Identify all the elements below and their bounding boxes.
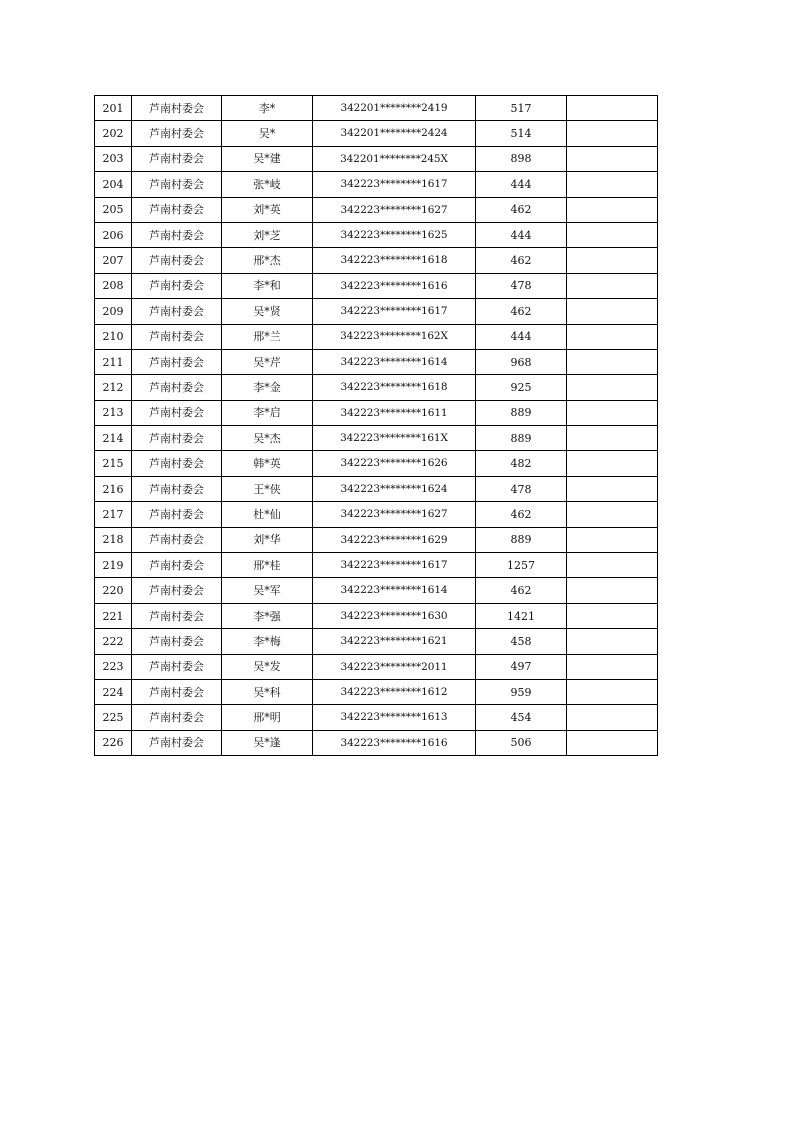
roster-table xyxy=(94,95,658,756)
remark-cell xyxy=(567,654,658,679)
seq-cell: 226 xyxy=(95,730,132,755)
seq-cell: 208 xyxy=(95,273,132,298)
id-number-cell: 342223********1626 xyxy=(313,451,476,476)
id-number-cell: 342223********1613 xyxy=(313,705,476,730)
table-row xyxy=(95,451,658,476)
village-cell: 芦南村委会 xyxy=(132,197,222,222)
id-number-cell: 342223********162X xyxy=(313,324,476,349)
id-number-cell: 342201********2424 xyxy=(313,121,476,146)
village-cell: 芦南村委会 xyxy=(132,476,222,501)
village-cell: 芦南村委会 xyxy=(132,172,222,197)
remark-cell xyxy=(567,679,658,704)
seq-cell: 221 xyxy=(95,603,132,628)
id-number-cell: 342223********1625 xyxy=(313,222,476,247)
name-cell: 吴*杰 xyxy=(222,426,313,451)
seq-cell: 225 xyxy=(95,705,132,730)
id-number-cell: 342223********1616 xyxy=(313,730,476,755)
seq-cell: 211 xyxy=(95,349,132,374)
name-cell: 李*金 xyxy=(222,375,313,400)
name-cell: 邢*兰 xyxy=(222,324,313,349)
remark-cell xyxy=(567,248,658,273)
remark-cell xyxy=(567,121,658,146)
name-cell: 张*岐 xyxy=(222,172,313,197)
id-number-cell: 342223********1616 xyxy=(313,273,476,298)
name-cell: 吴* xyxy=(222,121,313,146)
amount-cell: 497 xyxy=(476,654,567,679)
name-cell: 邢*桂 xyxy=(222,553,313,578)
table-row xyxy=(95,299,658,324)
table-row xyxy=(95,96,658,121)
name-cell: 邢*杰 xyxy=(222,248,313,273)
id-number-cell: 342223********161X xyxy=(313,426,476,451)
remark-cell xyxy=(567,349,658,374)
remark-cell xyxy=(567,527,658,552)
amount-cell: 444 xyxy=(476,324,567,349)
seq-cell: 212 xyxy=(95,375,132,400)
table-row xyxy=(95,146,658,171)
amount-cell: 898 xyxy=(476,146,567,171)
seq-cell: 201 xyxy=(95,96,132,121)
seq-cell: 222 xyxy=(95,629,132,654)
table-row xyxy=(95,705,658,730)
table-row xyxy=(95,553,658,578)
seq-cell: 215 xyxy=(95,451,132,476)
table-row xyxy=(95,273,658,298)
name-cell: 吴*建 xyxy=(222,146,313,171)
id-number-cell: 342223********1611 xyxy=(313,400,476,425)
amount-cell: 454 xyxy=(476,705,567,730)
remark-cell xyxy=(567,553,658,578)
name-cell: 韩*英 xyxy=(222,451,313,476)
village-cell: 芦南村委会 xyxy=(132,730,222,755)
id-number-cell: 342201********2419 xyxy=(313,96,476,121)
id-number-cell: 342201********245X xyxy=(313,146,476,171)
amount-cell: 462 xyxy=(476,248,567,273)
remark-cell xyxy=(567,273,658,298)
table-row xyxy=(95,629,658,654)
id-number-cell: 342223********1618 xyxy=(313,375,476,400)
name-cell: 吴*科 xyxy=(222,679,313,704)
id-number-cell: 342223********1614 xyxy=(313,578,476,603)
seq-cell: 203 xyxy=(95,146,132,171)
table-row xyxy=(95,324,658,349)
remark-cell xyxy=(567,375,658,400)
seq-cell: 202 xyxy=(95,121,132,146)
id-number-cell: 342223********1630 xyxy=(313,603,476,628)
table-row xyxy=(95,197,658,222)
name-cell: 杜*仙 xyxy=(222,502,313,527)
id-number-cell: 342223********1618 xyxy=(313,248,476,273)
village-cell: 芦南村委会 xyxy=(132,400,222,425)
name-cell: 吴*发 xyxy=(222,654,313,679)
amount-cell: 517 xyxy=(476,96,567,121)
village-cell: 芦南村委会 xyxy=(132,222,222,247)
id-number-cell: 342223********1617 xyxy=(313,299,476,324)
table-row xyxy=(95,349,658,374)
village-cell: 芦南村委会 xyxy=(132,629,222,654)
id-number-cell: 342223********1627 xyxy=(313,197,476,222)
seq-cell: 217 xyxy=(95,502,132,527)
table-row xyxy=(95,121,658,146)
name-cell: 李*梅 xyxy=(222,629,313,654)
name-cell: 刘*芝 xyxy=(222,222,313,247)
seq-cell: 206 xyxy=(95,222,132,247)
remark-cell xyxy=(567,476,658,501)
village-cell: 芦南村委会 xyxy=(132,273,222,298)
seq-cell: 210 xyxy=(95,324,132,349)
roster-body xyxy=(95,96,658,756)
remark-cell xyxy=(567,730,658,755)
village-cell: 芦南村委会 xyxy=(132,578,222,603)
remark-cell xyxy=(567,502,658,527)
amount-cell: 478 xyxy=(476,476,567,501)
remark-cell xyxy=(567,222,658,247)
village-cell: 芦南村委会 xyxy=(132,324,222,349)
village-cell: 芦南村委会 xyxy=(132,375,222,400)
name-cell: 李* xyxy=(222,96,313,121)
table-row xyxy=(95,502,658,527)
id-number-cell: 342223********1624 xyxy=(313,476,476,501)
name-cell: 李*启 xyxy=(222,400,313,425)
seq-cell: 204 xyxy=(95,172,132,197)
table-row xyxy=(95,400,658,425)
id-number-cell: 342223********2011 xyxy=(313,654,476,679)
name-cell: 刘*华 xyxy=(222,527,313,552)
village-cell: 芦南村委会 xyxy=(132,603,222,628)
village-cell: 芦南村委会 xyxy=(132,299,222,324)
amount-cell: 478 xyxy=(476,273,567,298)
village-cell: 芦南村委会 xyxy=(132,146,222,171)
remark-cell xyxy=(567,578,658,603)
amount-cell: 959 xyxy=(476,679,567,704)
name-cell: 刘*英 xyxy=(222,197,313,222)
table-row xyxy=(95,679,658,704)
table-row xyxy=(95,603,658,628)
amount-cell: 1421 xyxy=(476,603,567,628)
remark-cell xyxy=(567,299,658,324)
name-cell: 吴*芹 xyxy=(222,349,313,374)
table-row xyxy=(95,527,658,552)
amount-cell: 889 xyxy=(476,400,567,425)
village-cell: 芦南村委会 xyxy=(132,679,222,704)
village-cell: 芦南村委会 xyxy=(132,349,222,374)
amount-cell: 889 xyxy=(476,527,567,552)
seq-cell: 216 xyxy=(95,476,132,501)
table-row xyxy=(95,654,658,679)
amount-cell: 506 xyxy=(476,730,567,755)
village-cell: 芦南村委会 xyxy=(132,451,222,476)
remark-cell xyxy=(567,96,658,121)
table-row xyxy=(95,172,658,197)
id-number-cell: 342223********1614 xyxy=(313,349,476,374)
amount-cell: 462 xyxy=(476,502,567,527)
remark-cell xyxy=(567,451,658,476)
amount-cell: 462 xyxy=(476,578,567,603)
remark-cell xyxy=(567,400,658,425)
village-cell: 芦南村委会 xyxy=(132,654,222,679)
amount-cell: 1257 xyxy=(476,553,567,578)
table-row xyxy=(95,730,658,755)
amount-cell: 462 xyxy=(476,299,567,324)
amount-cell: 458 xyxy=(476,629,567,654)
amount-cell: 482 xyxy=(476,451,567,476)
amount-cell: 889 xyxy=(476,426,567,451)
id-number-cell: 342223********1612 xyxy=(313,679,476,704)
seq-cell: 213 xyxy=(95,400,132,425)
name-cell: 王*侠 xyxy=(222,476,313,501)
village-cell: 芦南村委会 xyxy=(132,527,222,552)
name-cell: 吴*军 xyxy=(222,578,313,603)
name-cell: 李*强 xyxy=(222,603,313,628)
amount-cell: 462 xyxy=(476,197,567,222)
table-row xyxy=(95,248,658,273)
table-row xyxy=(95,375,658,400)
village-cell: 芦南村委会 xyxy=(132,248,222,273)
amount-cell: 925 xyxy=(476,375,567,400)
village-cell: 芦南村委会 xyxy=(132,121,222,146)
name-cell: 吴*贤 xyxy=(222,299,313,324)
village-cell: 芦南村委会 xyxy=(132,96,222,121)
village-cell: 芦南村委会 xyxy=(132,426,222,451)
amount-cell: 444 xyxy=(476,222,567,247)
id-number-cell: 342223********1627 xyxy=(313,502,476,527)
seq-cell: 205 xyxy=(95,197,132,222)
table-row xyxy=(95,426,658,451)
village-cell: 芦南村委会 xyxy=(132,705,222,730)
village-cell: 芦南村委会 xyxy=(132,553,222,578)
remark-cell xyxy=(567,629,658,654)
id-number-cell: 342223********1621 xyxy=(313,629,476,654)
name-cell: 吴*逢 xyxy=(222,730,313,755)
remark-cell xyxy=(567,426,658,451)
village-cell: 芦南村委会 xyxy=(132,502,222,527)
name-cell: 李*和 xyxy=(222,273,313,298)
name-cell: 邢*明 xyxy=(222,705,313,730)
remark-cell xyxy=(567,197,658,222)
table-row xyxy=(95,222,658,247)
amount-cell: 444 xyxy=(476,172,567,197)
remark-cell xyxy=(567,603,658,628)
table-row xyxy=(95,476,658,501)
id-number-cell: 342223********1617 xyxy=(313,172,476,197)
seq-cell: 220 xyxy=(95,578,132,603)
seq-cell: 207 xyxy=(95,248,132,273)
id-number-cell: 342223********1617 xyxy=(313,553,476,578)
remark-cell xyxy=(567,705,658,730)
seq-cell: 219 xyxy=(95,553,132,578)
seq-cell: 224 xyxy=(95,679,132,704)
remark-cell xyxy=(567,324,658,349)
table-row xyxy=(95,578,658,603)
id-number-cell: 342223********1629 xyxy=(313,527,476,552)
remark-cell xyxy=(567,172,658,197)
seq-cell: 214 xyxy=(95,426,132,451)
amount-cell: 968 xyxy=(476,349,567,374)
amount-cell: 514 xyxy=(476,121,567,146)
seq-cell: 223 xyxy=(95,654,132,679)
remark-cell xyxy=(567,146,658,171)
seq-cell: 218 xyxy=(95,527,132,552)
seq-cell: 209 xyxy=(95,299,132,324)
